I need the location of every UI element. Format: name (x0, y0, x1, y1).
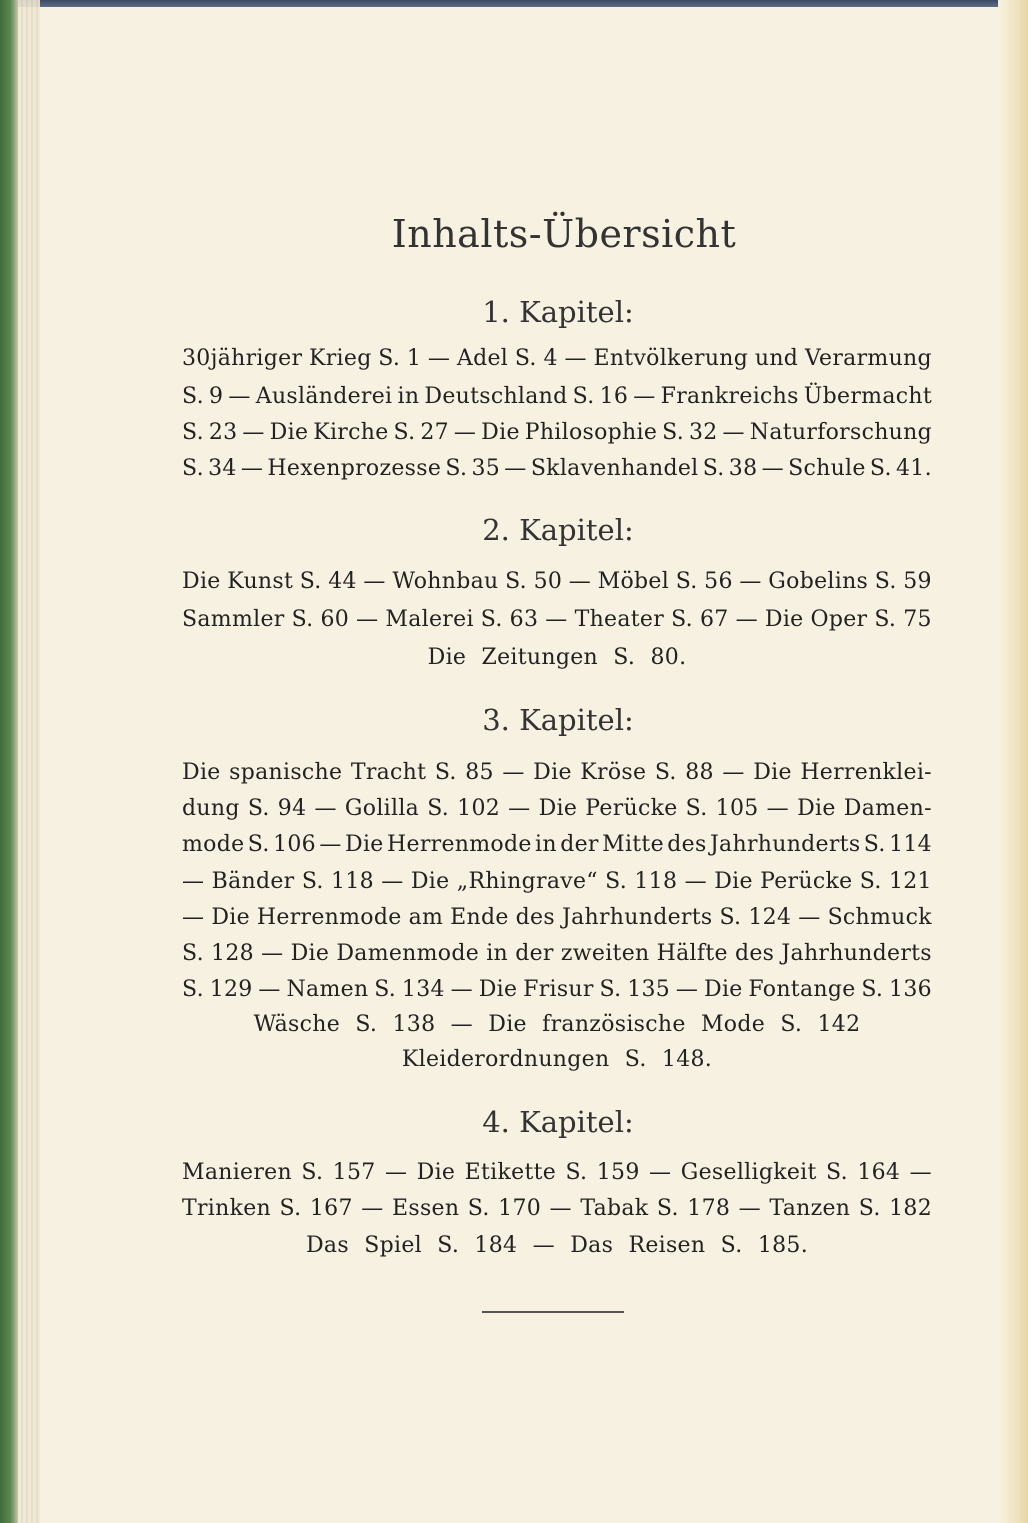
word: — (228, 384, 251, 409)
word: Trinken (182, 1196, 272, 1221)
chapter-3-line: Kleiderordnungen S. 148. (401, 1047, 713, 1072)
word: — (761, 456, 784, 481)
word: S. (480, 607, 503, 632)
word: S. (675, 569, 698, 594)
word: Krieg (308, 346, 372, 371)
word: S. (599, 977, 622, 1002)
word: S. (301, 869, 324, 894)
word: in (397, 384, 420, 409)
word: 23 (208, 420, 238, 445)
word: — (242, 420, 265, 445)
word: Frankreichs (660, 384, 799, 409)
word: Hexenprozesse (267, 456, 442, 481)
word: 129 (209, 977, 253, 1002)
word: S. (514, 346, 537, 371)
word: Die (753, 760, 792, 785)
word: — (649, 1160, 672, 1185)
word: zweiten (560, 941, 650, 966)
word: Philosophie (524, 420, 658, 445)
page-title: Inhalts-Übersicht (391, 212, 737, 256)
word: — (504, 456, 527, 481)
word: und (754, 346, 799, 371)
word: — (633, 384, 656, 409)
word: S. (861, 977, 884, 1002)
chapter-4-heading: 4. Kapitel: (482, 1105, 634, 1139)
word: S. (719, 905, 742, 930)
word: Golilla (344, 796, 420, 821)
word: S. (182, 941, 204, 966)
word: 85 (465, 760, 494, 785)
word: Fontange (748, 977, 856, 1002)
word: 38 (728, 456, 758, 481)
chapter-1-line (182, 456, 932, 481)
word: Die (797, 796, 836, 821)
word: S. (859, 869, 882, 894)
word: Ausländerei (255, 384, 393, 409)
word: 135 (627, 977, 671, 1002)
chapter-1-line (182, 346, 932, 371)
word: — (261, 941, 284, 966)
chapter-3-line (182, 905, 932, 930)
word: Oper (810, 607, 868, 632)
word: Manieren (182, 1160, 292, 1185)
word: — (798, 905, 821, 930)
word: Die (714, 869, 753, 894)
word: 128 (211, 941, 254, 966)
word: 34 (208, 456, 237, 481)
word: S. (662, 420, 685, 445)
word: Essen (392, 1196, 460, 1221)
word: S. (182, 384, 204, 409)
word: — (675, 977, 699, 1002)
word: Theater (574, 607, 665, 632)
word: 1 (406, 346, 422, 371)
word: 178 (687, 1196, 731, 1221)
word: 88 (685, 760, 714, 785)
word: — (427, 346, 451, 371)
word: — (909, 1160, 932, 1185)
word: Die (704, 977, 743, 1002)
word: Die (478, 977, 518, 1002)
chapter-2-line (182, 569, 932, 594)
word: Adel (456, 346, 509, 371)
word: Die (538, 796, 578, 821)
word: 94 (277, 796, 307, 821)
word: S. (279, 1196, 302, 1221)
word: S. (656, 1196, 679, 1221)
word: Die (290, 941, 330, 966)
word: Verarmung (804, 346, 932, 371)
word: S. (434, 760, 457, 785)
word: S. (605, 869, 628, 894)
chapter-3-line: Wäsche S. 138 — Die französische Mode S. 142 (253, 1012, 861, 1037)
word: 16 (599, 384, 629, 409)
chapter-1-line (182, 420, 932, 445)
word: — (384, 1160, 408, 1185)
word: Geselligkeit (680, 1160, 817, 1185)
word: 170 (498, 1196, 542, 1221)
word: — (766, 796, 789, 821)
chapter-2-line: Die Zeitungen S. 80. (427, 645, 687, 670)
word: Damen- (843, 796, 932, 821)
chapter-2-line (182, 607, 932, 632)
chapter-4-line (182, 1196, 932, 1221)
chapter-3-line (182, 832, 932, 857)
chapter-2-heading: 2. Kapitel: (482, 513, 634, 547)
word: — (508, 796, 531, 821)
word: 30jähriger (182, 346, 303, 371)
word: 124 (748, 905, 792, 930)
word: S. (702, 456, 725, 481)
word: Tracht (350, 760, 427, 785)
word: Mitte (602, 832, 664, 857)
word: — (361, 1196, 384, 1221)
word: Frisur (523, 977, 594, 1002)
word: 157 (332, 1160, 376, 1185)
word: 9 (208, 384, 224, 409)
word: — (738, 1196, 761, 1221)
word: 32 (688, 420, 718, 445)
word: S. (374, 977, 397, 1002)
word: — (381, 869, 404, 894)
word: Die (345, 832, 384, 857)
word: 134 (401, 977, 445, 1002)
word: S. (445, 456, 468, 481)
word: Hälfte (656, 941, 728, 966)
word: — (739, 569, 762, 594)
word: S. (826, 1160, 848, 1185)
word: S. (863, 832, 886, 857)
word: Die (533, 760, 572, 785)
word: 118 (331, 869, 374, 894)
word: S. (301, 1160, 324, 1185)
word: — (182, 905, 205, 930)
word: 41. (896, 456, 932, 481)
word: S. (299, 569, 322, 594)
word: 105 (715, 796, 759, 821)
word: S. (654, 760, 677, 785)
word: 102 (457, 796, 501, 821)
word: 118 (634, 869, 678, 894)
word: 114 (889, 832, 932, 857)
chapter-3-line (182, 796, 932, 821)
word: „Rhingrave“ (456, 869, 598, 894)
word: 60 (320, 607, 350, 632)
word: S. (869, 456, 892, 481)
word: — (450, 977, 473, 1002)
word: Jahrhunderts (781, 941, 932, 966)
word: Kirche (313, 420, 389, 445)
chapter-3-heading: 3. Kapitel: (482, 703, 634, 737)
word: Sammler (182, 607, 285, 632)
word: S. (182, 420, 204, 445)
word: Perücke (585, 796, 678, 821)
word: S. (182, 456, 204, 481)
word: — (182, 869, 205, 894)
word: — (545, 607, 568, 632)
word: am (408, 905, 444, 930)
word: — (502, 760, 525, 785)
word: Malerei (385, 607, 474, 632)
word: in (535, 832, 557, 857)
word: Die (481, 420, 520, 445)
closing-rule (482, 1311, 624, 1313)
word: S. (467, 1196, 490, 1221)
word: 56 (704, 569, 733, 594)
word: 44 (328, 569, 357, 594)
word: 159 (596, 1160, 640, 1185)
word: spanische (229, 760, 343, 785)
word: Entvölkerung (593, 346, 749, 371)
chapter-1-line (182, 384, 932, 409)
word: mode (182, 832, 245, 857)
word: — (363, 569, 386, 594)
word: Jahrhunderts (709, 832, 861, 857)
chapter-4-line (182, 1160, 932, 1185)
word: Die (410, 869, 450, 894)
word: S. (378, 346, 401, 371)
word: S. (874, 569, 897, 594)
word: des (734, 941, 775, 966)
word: Die (182, 569, 221, 594)
word: Übermacht (803, 384, 932, 409)
word: — (356, 607, 379, 632)
word: — (684, 869, 707, 894)
word: S. (247, 832, 270, 857)
word: Schule (788, 456, 866, 481)
word: 27 (420, 420, 449, 445)
word: S. (291, 607, 314, 632)
word: S. (858, 1196, 881, 1221)
word: der (515, 941, 554, 966)
word: Die (269, 420, 309, 445)
word: — (568, 569, 592, 594)
word: — (549, 1196, 572, 1221)
word: der (560, 832, 599, 857)
word: 106 (273, 832, 316, 857)
chapter-3-line (182, 941, 932, 966)
word: — (722, 760, 745, 785)
word: Deutschland (424, 384, 568, 409)
word: Kunst (227, 569, 294, 594)
word: 63 (509, 607, 539, 632)
word: Tanzen (769, 1196, 851, 1221)
word: 164 (857, 1160, 901, 1185)
word: 50 (533, 569, 563, 594)
word: Perücke (760, 869, 853, 894)
word: — (453, 420, 477, 445)
word: S. (671, 607, 693, 632)
word: Die (211, 905, 250, 930)
word: — (564, 346, 587, 371)
chapter-3-line (182, 760, 932, 785)
word: 75 (903, 607, 932, 632)
word: S. (182, 977, 204, 1002)
word: Tabak (580, 1196, 649, 1221)
word: Schmuck (827, 905, 932, 930)
word: — (240, 456, 264, 481)
word: S. (572, 384, 595, 409)
word: Etikette (464, 1160, 557, 1185)
word: 4 (543, 346, 558, 371)
word: S. (505, 569, 527, 594)
word: S. (247, 796, 270, 821)
word: — (722, 420, 745, 445)
word: Jahrhunderts (561, 905, 713, 930)
word: Gobelins (768, 569, 869, 594)
word: S. (685, 796, 708, 821)
word: Naturforschung (749, 420, 932, 445)
chapter-3-line (182, 869, 932, 894)
word: 59 (903, 569, 932, 594)
word: des (515, 905, 555, 930)
word: S. (393, 420, 416, 445)
word: 136 (889, 977, 932, 1002)
word: Kröse (580, 760, 647, 785)
word: S. (874, 607, 897, 632)
word: Namen (286, 977, 369, 1002)
word: — (314, 796, 337, 821)
word: dung (182, 796, 240, 821)
word: — (258, 977, 281, 1002)
word: 67 (699, 607, 729, 632)
word: Die (416, 1160, 456, 1185)
word: — (319, 832, 342, 857)
chapter-1-heading: 1. Kapitel: (482, 295, 634, 329)
word: Herrenmode (387, 832, 532, 857)
chapter-3-line (182, 977, 932, 1002)
word: Damenmode (336, 941, 480, 966)
word: Möbel (597, 569, 670, 594)
word: 121 (888, 869, 932, 894)
word: S. (427, 796, 450, 821)
word: Die (182, 760, 221, 785)
word: Wohnbau (392, 569, 499, 594)
word: Ende (450, 905, 509, 930)
word: S. (565, 1160, 588, 1185)
word: Herrenmode (256, 905, 402, 930)
word: 182 (889, 1196, 932, 1221)
chapter-4-line: Das Spiel S. 184 — Das Reisen S. 185. (305, 1233, 808, 1258)
word: Bänder (211, 869, 295, 894)
word: Die (764, 607, 804, 632)
word: 167 (309, 1196, 353, 1221)
word: in (486, 941, 509, 966)
word: des (667, 832, 707, 857)
word: — (735, 607, 758, 632)
word: 35 (471, 456, 501, 481)
word: Sklavenhandel (530, 456, 699, 481)
word: Herrenklei- (800, 760, 932, 785)
